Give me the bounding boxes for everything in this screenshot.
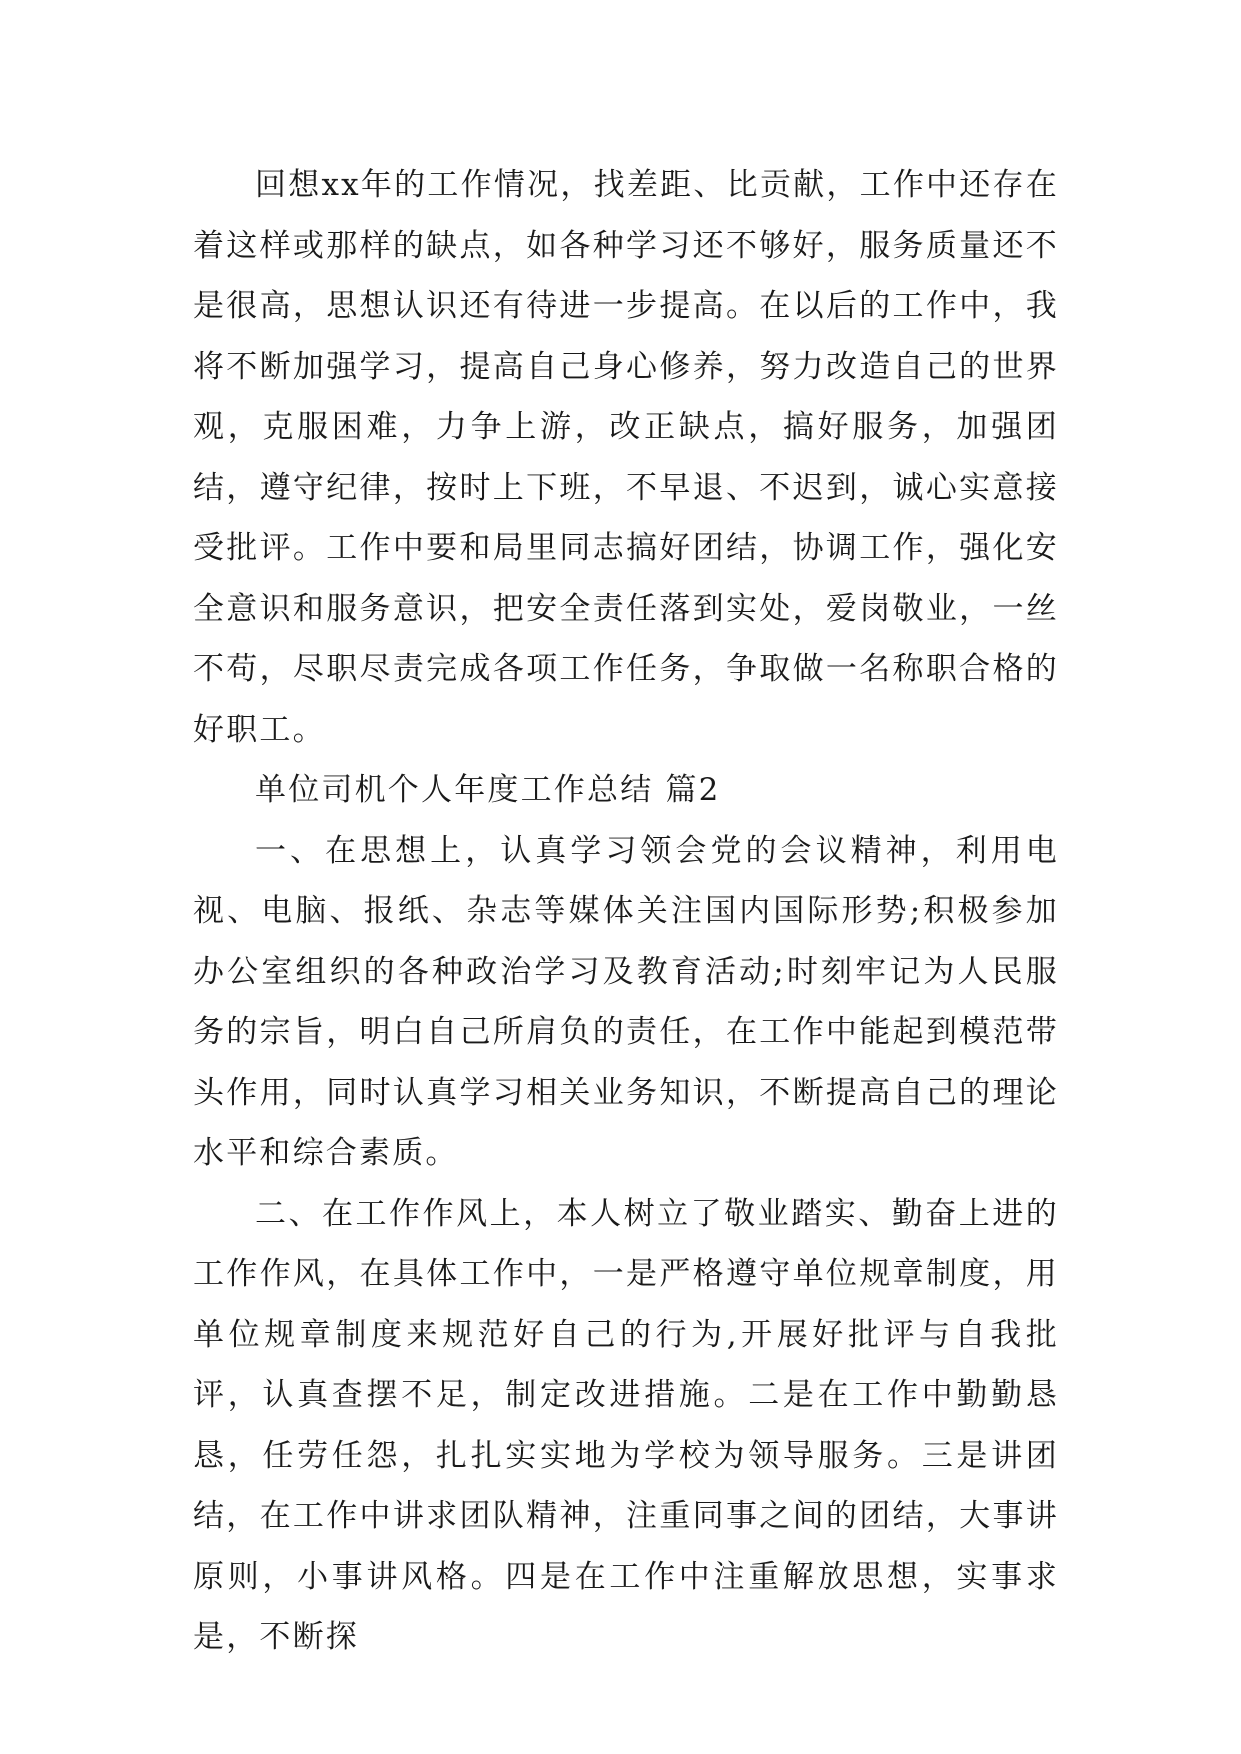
paragraph-reflection: 回想xx年的工作情况，找差距、比贡献，工作中还存在着这样或那样的缺点，如各种学习还不够好，服务质量还不是很高，思想认识还有待进一步提高。在以后的工作中，我将不断加强学习，提高自己身心修养，努力改造自己的世界观，克服困难，力争上游，改正缺点，搞好服务，加强团结，遵守纪律，按时上下班，不早退、不迟到，诚心实意接受批评。工作中要和局里同志搞好团结，协调工作，强化安全意识和服务意识，把安全责任落到实处，爱岗敬业，一丝不苟，尽职尽责完成各项工作任务，争取做一名称职合格的好职工。 <box>193 167 1059 748</box>
document-page <box>193 155 1059 1668</box>
paragraph-work-style: 二、在工作作风上，本人树立了敬业踏实、勤奋上进的工作作风，在具体工作中，一是严格遵守单位规章制度，用单位规章制度来规范好自己的行为,开展好批评与自我批评，认真查摆不足，制定改进措施。二是在工作中勤勤恳恳，任劳任怨，扎扎实实地为学校为领导服务。三是讲团结，在工作中讲求团队精神，注重同事之间的团结，大事讲原则，小事讲风格。四是在工作中注重解放思想，实事求是，不断探 <box>193 1195 1059 1655</box>
paragraph-thought: 一、在思想上，认真学习领会党的会议精神，利用电视、电脑、报纸、杂志等媒体关注国内国际形势;积极参加办公室组织的各种政治学习及教育活动;时刻牢记为人民服务的宗旨，明白自己所肩负的责任，在工作中能起到模范带头作用，同时认真学习相关业务知识，不断提高自己的理论水平和综合素质。 <box>193 832 1059 1171</box>
section-heading: 单位司机个人年度工作总结 篇2 <box>255 772 721 808</box>
